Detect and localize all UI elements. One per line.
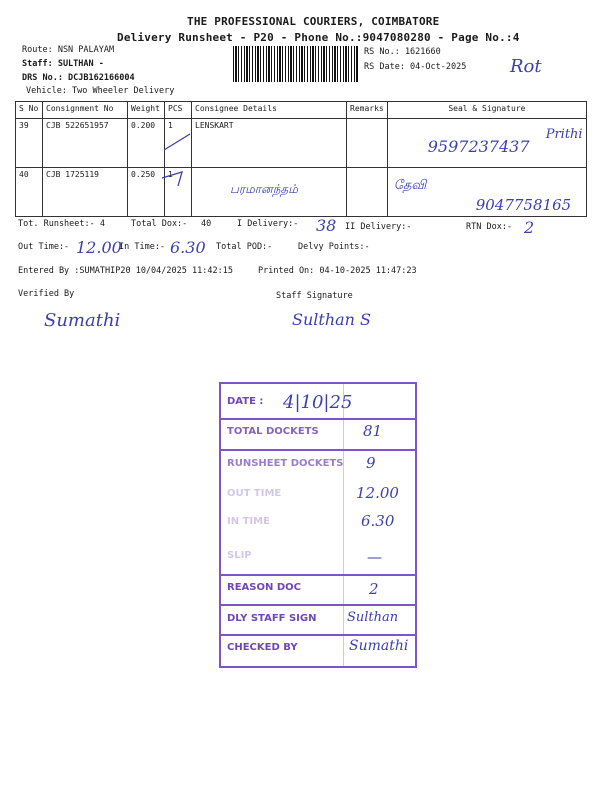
stamp-label: TOTAL DOCKETS [227, 426, 319, 437]
stamp-value: 2 [369, 580, 379, 598]
stamp-label: DLY STAFF SIGN [227, 613, 317, 624]
ii-delivery-label: II Delivery:- [345, 222, 412, 232]
tick-marks [160, 130, 200, 190]
stamp-value: 9 [366, 454, 376, 472]
stamp-value: 81 [363, 422, 383, 440]
route-label: Route: NSN PALAYAM [22, 45, 115, 55]
drs-number: DRS No.: DCJB162166004 [22, 73, 135, 83]
row-pcs: 1 [165, 168, 192, 217]
column-header: Consignment No [43, 102, 128, 119]
column-header: Seal & Signature [387, 102, 586, 119]
row-seal [387, 168, 586, 217]
stamp-label: REASON DOC [227, 582, 301, 593]
rs-number: RS No.: 1621660 [364, 47, 441, 57]
row-seal [387, 119, 586, 168]
column-header: Weight [128, 102, 165, 119]
column-header: S No [16, 102, 43, 119]
stamp-value: Sulthan [347, 610, 399, 625]
seal-phone: 9047758165 [475, 196, 572, 214]
seal-signature: தேவி [393, 178, 427, 193]
entered-by: Entered By :SUMATHIP20 10/04/2025 11:42:15 [18, 266, 233, 276]
verified-signature: Sumathi [44, 310, 121, 331]
out-time-label: Out Time:- [18, 242, 70, 252]
rtn-dox-label: RTN Dox:- [466, 222, 513, 232]
stamp-label: IN TIME [227, 516, 270, 527]
total-dox-value: 40 [201, 219, 212, 229]
corner-initials: Rot [510, 56, 542, 77]
row-remarks [347, 168, 388, 217]
i-delivery-value: 38 [316, 216, 337, 235]
seal-signature: Prithi [545, 127, 583, 142]
table-header-row [16, 102, 587, 119]
barcode-image [233, 46, 358, 82]
stamp-value: 12.00 [356, 484, 399, 502]
seal-phone: 9597237437 [427, 137, 530, 156]
stamp-value: 4|10|25 [283, 392, 353, 413]
vehicle-label: Vehicle: Two Wheeler Delivery [26, 86, 175, 96]
total-pod-label: Total POD:- [216, 242, 273, 252]
runsheet-subtitle: Delivery Runsheet - P20 - Phone No.:9047080280 - Page No.:4 [117, 31, 520, 44]
rtn-dox-value: 2 [524, 218, 535, 237]
stamp-value: — [367, 548, 382, 566]
stamp-value: Sumathi [349, 638, 409, 654]
row-weight: 0.250 [128, 168, 165, 217]
row-weight: 0.200 [128, 119, 165, 168]
stamp-value: 6.30 [361, 512, 395, 530]
stamp-label: OUT TIME [227, 488, 282, 499]
rs-date: RS Date: 04-Oct-2025 [364, 62, 467, 72]
row-consignee [192, 168, 347, 217]
staff-label: Staff: SULTHAN - [22, 59, 104, 69]
verified-by-label: Verified By [18, 289, 75, 299]
row-consignment: CJB 522651957 [43, 119, 128, 168]
staff-signature-label: Staff Signature [276, 291, 353, 301]
i-delivery-label: I Delivery:- [237, 219, 299, 229]
column-header: PCS [165, 102, 192, 119]
company-name: THE PROFESSIONAL COURIERS, COIMBATORE [187, 15, 440, 28]
out-time-value: 12.00 [76, 238, 122, 257]
row-sno: 40 [16, 168, 43, 217]
printed-on: Printed On: 04-10-2025 11:47:23 [258, 266, 417, 276]
office-stamp [219, 382, 417, 668]
in-time-label: In Time:- [119, 242, 166, 252]
runsheet-table [15, 101, 587, 217]
row-consignment: CJB 1725119 [43, 168, 128, 217]
stamp-label: SLIP [227, 550, 252, 561]
stamp-label: DATE : [227, 396, 264, 407]
row-remarks [347, 119, 388, 168]
row-consignee: LENSKART [192, 119, 347, 168]
stamp-label: RUNSHEET DOCKETS [227, 458, 344, 469]
staff-signature: Sulthan S [292, 310, 372, 329]
stamp-label: CHECKED BY [227, 642, 298, 653]
in-time-value: 6.30 [170, 238, 206, 257]
column-header: Remarks [347, 102, 388, 119]
delvy-points-label: Delvy Points:- [298, 242, 370, 252]
row-pcs: 1 [165, 119, 192, 168]
total-dox-label: Total Dox:- [131, 219, 188, 229]
row-sno: 39 [16, 119, 43, 168]
column-header: Consignee Details [192, 102, 347, 119]
table-row [16, 119, 587, 168]
consignee-handwritten: பரமானந்தம் [230, 182, 298, 196]
tot-runsheet: Tot. Runsheet:- 4 [18, 219, 105, 229]
table-row [16, 168, 587, 217]
